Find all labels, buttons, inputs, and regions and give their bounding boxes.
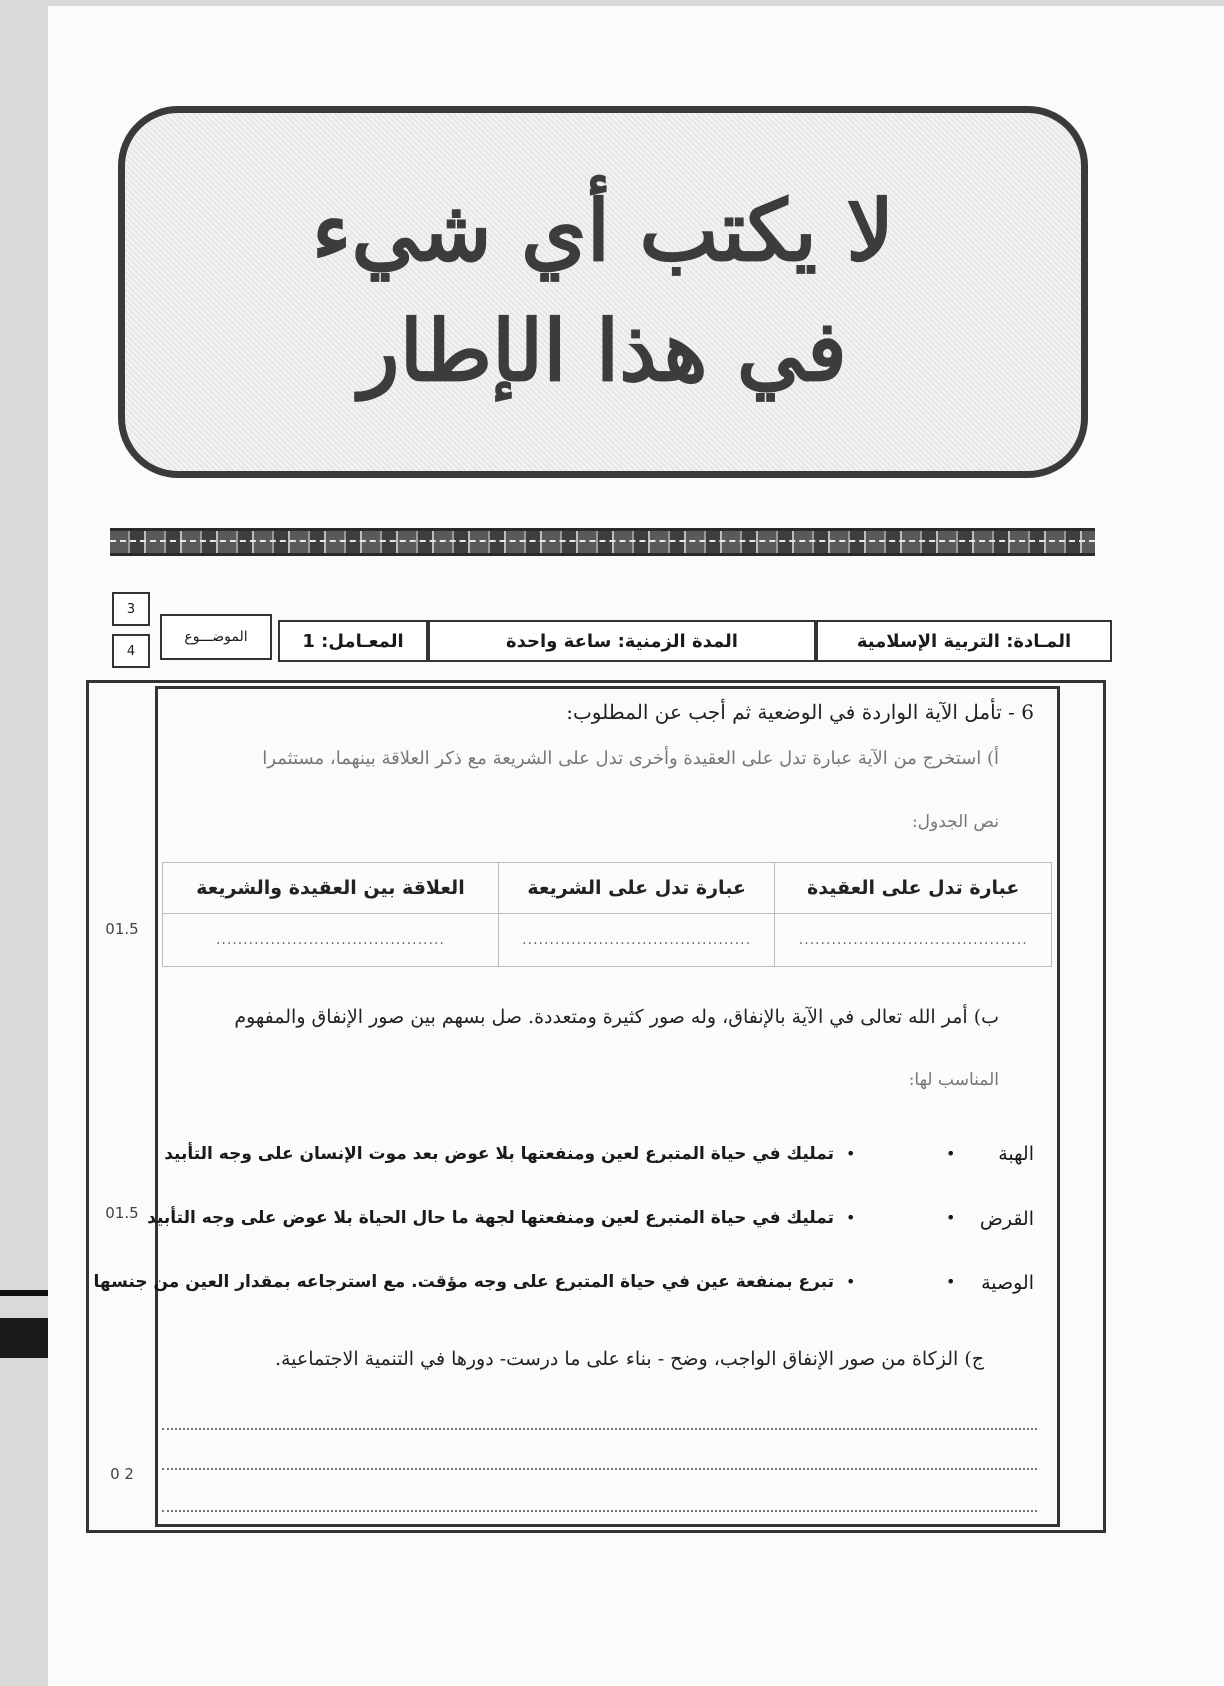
no-write-line-1: لا يكتب أي شيء <box>311 181 895 280</box>
bullet-dot: • <box>846 1272 856 1291</box>
answer-line[interactable] <box>162 1468 1037 1470</box>
duration-label: المدة الزمنية: ساعة واحدة <box>428 620 816 662</box>
page-total: 4 <box>112 634 150 668</box>
term-bequest[interactable]: الوصية <box>981 1272 1034 1294</box>
page-number: 3 <box>112 592 150 626</box>
definition-1[interactable]: تمليك في حياة المتبرع لعين ومنفعتها بلا عوض بعد موت الإنسان على وجه التأبيد <box>164 1144 834 1164</box>
definition-3[interactable]: تبرع بمنفعة عين في حياة المتبرع على وجه مؤقت. مع استرجاعه بمقدار العين من جنسها <box>93 1272 834 1292</box>
bullet-dot: • <box>846 1208 856 1227</box>
part-c-instruction: ج) الزكاة من صور الإنفاق الواجب، وضح - بناء على ما درست- دورها في التنمية الاجتماعية. <box>274 1348 984 1370</box>
coefficient-label: المعـامل: 1 <box>278 620 428 662</box>
bullet-dot: • <box>946 1272 956 1291</box>
scan-edge-mark <box>0 1318 48 1358</box>
question-title: 6 - تأمل الآية الواردة في الوضعية ثم أجب عن المطلوب: <box>566 700 1034 724</box>
scan-edge-mark <box>0 1290 48 1296</box>
term-loan[interactable]: القرض <box>979 1208 1034 1230</box>
table-header-law: عبارة تدل على الشريعة <box>498 863 775 914</box>
answer-line[interactable] <box>162 1510 1037 1512</box>
answer-cell-law[interactable]: .......................................... <box>498 914 775 967</box>
cut-line <box>110 528 1095 556</box>
topic-label: الموضـــوع <box>160 614 272 660</box>
part-a-instruction-cont: نص الجدول: <box>911 812 999 832</box>
term-gift[interactable]: الهبة <box>998 1143 1034 1165</box>
bullet-dot: • <box>846 1144 856 1163</box>
score-b: 01.5 <box>105 1204 139 1222</box>
answer-line[interactable] <box>162 1428 1037 1430</box>
no-write-frame <box>118 106 1088 478</box>
bullet-dot: • <box>946 1144 956 1163</box>
answer-cell-creed[interactable]: .......................................... <box>775 914 1052 967</box>
no-write-line-2: في هذا الإطار <box>359 301 847 400</box>
table-header-relation: العلاقة بين العقيدة والشريعة <box>163 863 499 914</box>
definition-2[interactable]: تمليك في حياة المتبرع لعين ومنفعتها لجهة ما حال الحياة بلا عوض على وجه التأبيد <box>147 1208 834 1228</box>
part-a-instruction: أ) استخرج من الآية عبارة تدل على العقيدة وأخرى تدل على الشريعة مع ذكر العلاقة بينهما، مستثمرا <box>262 748 999 769</box>
part-b-instruction: ب) أمر الله تعالى في الآية بالإنفاق، وله صور كثيرة ومتعددة. صل بسهم بين صور الإنفاق والمفهوم <box>234 1006 999 1028</box>
part-b-instruction-cont: المناسب لها: <box>908 1070 999 1090</box>
answer-cell-relation[interactable]: .......................................... <box>163 914 499 967</box>
score-a: 01.5 <box>105 920 139 938</box>
subject-label: المـادة: التربية الإسلامية <box>816 620 1112 662</box>
bullet-dot: • <box>946 1208 956 1227</box>
score-c: 0 2 <box>110 1465 134 1483</box>
table-header-creed: عبارة تدل على العقيدة <box>775 863 1052 914</box>
relation-table <box>162 862 1052 967</box>
